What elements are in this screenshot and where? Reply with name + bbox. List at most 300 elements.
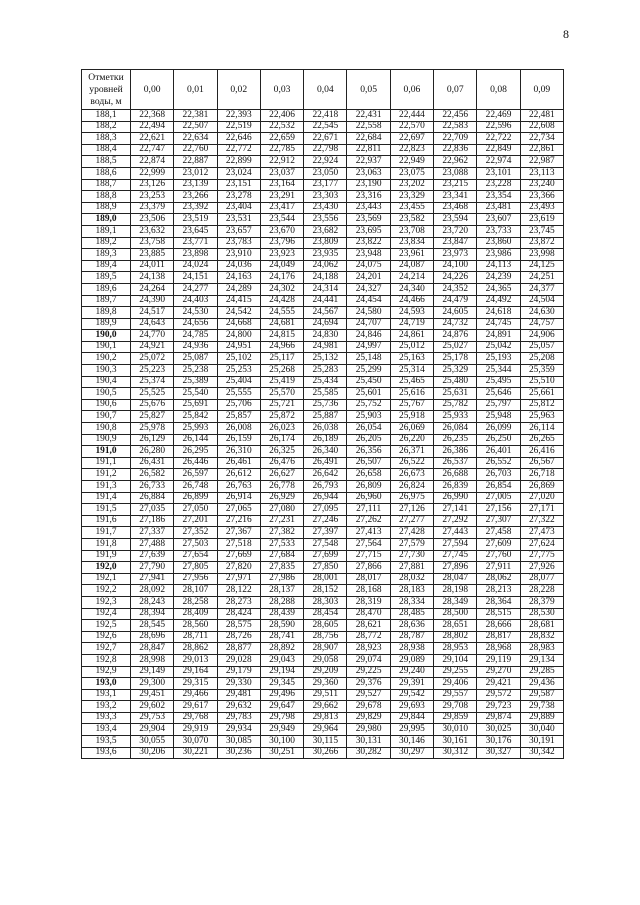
table-cell: 23,012 <box>174 167 217 179</box>
table-cell: 28,530 <box>520 608 563 620</box>
table-cell: 29,693 <box>390 701 433 713</box>
table-cell: 28,168 <box>347 585 390 597</box>
table-cell: 27,367 <box>217 527 260 539</box>
table-cell: 26,597 <box>174 469 217 481</box>
table-cell: 22,962 <box>434 156 477 168</box>
table-cell: 28,424 <box>217 608 260 620</box>
row-level-label: 191,9 <box>82 550 131 562</box>
water-level-table <box>81 69 564 759</box>
table-cell: 28,575 <box>217 620 260 632</box>
table-cell: 25,570 <box>260 388 303 400</box>
table-cell: 24,906 <box>520 330 563 342</box>
table-cell: 29,542 <box>390 689 433 701</box>
table-cell: 29,527 <box>347 689 390 701</box>
table-cell: 27,866 <box>347 562 390 574</box>
table-cell: 28,349 <box>434 596 477 608</box>
table-cell: 23,695 <box>347 225 390 237</box>
header-water-level-line: воды, м <box>90 95 122 107</box>
table-cell: 28,303 <box>304 596 347 608</box>
table-row <box>82 585 564 597</box>
table-cell: 25,027 <box>434 341 477 353</box>
table-cell: 24,815 <box>260 330 303 342</box>
table-cell: 29,013 <box>174 654 217 666</box>
table-cell: 22,659 <box>260 133 303 145</box>
table-cell: 22,570 <box>390 121 433 133</box>
table-row <box>82 272 564 284</box>
row-level-label: 188,9 <box>82 202 131 214</box>
table-cell: 26,340 <box>304 446 347 458</box>
table-cell: 23,506 <box>131 214 174 226</box>
table-cell: 24,876 <box>434 330 477 342</box>
table-cell: 27,458 <box>477 527 520 539</box>
row-level-label: 190,4 <box>82 376 131 388</box>
table-cell: 25,797 <box>477 399 520 411</box>
table-cell: 26,491 <box>304 457 347 469</box>
table-cell: 29,164 <box>174 666 217 678</box>
table-header-row <box>82 70 564 110</box>
row-level-label: 190,9 <box>82 434 131 446</box>
table-cell: 24,454 <box>347 295 390 307</box>
table-cell: 27,745 <box>434 550 477 562</box>
table-cell: 25,767 <box>390 399 433 411</box>
table-cell: 24,314 <box>304 283 347 295</box>
row-level-label: 190,0 <box>82 330 131 342</box>
table-cell: 28,319 <box>347 596 390 608</box>
table-cell: 24,403 <box>174 295 217 307</box>
table-row <box>82 678 564 690</box>
table-cell: 29,225 <box>347 666 390 678</box>
table-cell: 24,542 <box>217 307 260 319</box>
table-cell: 26,748 <box>174 481 217 493</box>
table-cell: 25,268 <box>260 365 303 377</box>
table-cell: 28,062 <box>477 573 520 585</box>
table-cell: 22,368 <box>131 110 174 122</box>
table-cell: 26,069 <box>390 423 433 435</box>
table-cell: 24,087 <box>390 260 433 272</box>
table-cell: 29,058 <box>304 654 347 666</box>
table-cell: 28,953 <box>434 643 477 655</box>
table-cell: 24,289 <box>217 283 260 295</box>
table-cell: 28,892 <box>260 643 303 655</box>
table-cell: 24,151 <box>174 272 217 284</box>
table-cell: 27,277 <box>390 515 433 527</box>
table-cell: 26,582 <box>131 469 174 481</box>
table-cell: 23,228 <box>477 179 520 191</box>
table-cell: 26,416 <box>520 446 563 458</box>
table-cell: 22,874 <box>131 156 174 168</box>
table-cell: 29,768 <box>174 712 217 724</box>
table-row <box>82 736 564 748</box>
table-cell: 23,898 <box>174 249 217 261</box>
table-cell: 25,329 <box>434 365 477 377</box>
row-level-label: 188,5 <box>82 156 131 168</box>
table-cell: 24,936 <box>174 341 217 353</box>
table-cell: 23,404 <box>217 202 260 214</box>
table-cell: 25,404 <box>217 376 260 388</box>
table-cell: 23,796 <box>260 237 303 249</box>
table-row <box>82 654 564 666</box>
table-cell: 30,327 <box>477 747 520 759</box>
table-cell: 24,605 <box>434 307 477 319</box>
table-cell: 23,088 <box>434 167 477 179</box>
table-cell: 23,670 <box>260 225 303 237</box>
table-cell: 22,887 <box>174 156 217 168</box>
table-row <box>82 341 564 353</box>
table-cell: 26,627 <box>260 469 303 481</box>
row-level-label: 189,1 <box>82 225 131 237</box>
table-cell: 29,980 <box>347 724 390 736</box>
table-cell: 29,557 <box>434 689 477 701</box>
table-cell: 28,923 <box>347 643 390 655</box>
table-cell: 24,630 <box>520 307 563 319</box>
table-cell: 28,802 <box>434 631 477 643</box>
table-cell: 26,023 <box>260 423 303 435</box>
table-cell: 22,671 <box>304 133 347 145</box>
table-cell: 23,151 <box>217 179 260 191</box>
table-cell: 27,533 <box>260 538 303 550</box>
table-cell: 23,291 <box>260 191 303 203</box>
table-cell: 22,406 <box>260 110 303 122</box>
table-cell: 25,510 <box>520 376 563 388</box>
table-cell: 27,005 <box>477 492 520 504</box>
table-cell: 29,240 <box>390 666 433 678</box>
table-cell: 27,564 <box>347 538 390 550</box>
table-cell: 26,129 <box>131 434 174 446</box>
table-cell: 23,682 <box>304 225 347 237</box>
table-row <box>82 504 564 516</box>
table-cell: 22,849 <box>477 144 520 156</box>
table-cell: 29,436 <box>520 678 563 690</box>
table-cell: 23,354 <box>477 191 520 203</box>
table-cell: 29,149 <box>131 666 174 678</box>
table-cell: 30,010 <box>434 724 477 736</box>
table-cell: 25,419 <box>260 376 303 388</box>
row-level-label: 192,5 <box>82 620 131 632</box>
table-cell: 25,465 <box>390 376 433 388</box>
table-cell: 28,394 <box>131 608 174 620</box>
table-cell: 27,971 <box>217 573 260 585</box>
table-cell: 29,451 <box>131 689 174 701</box>
column-header: 0,09 <box>520 70 563 110</box>
table-cell: 25,616 <box>390 388 433 400</box>
table-cell: 30,085 <box>217 736 260 748</box>
table-cell: 30,161 <box>434 736 477 748</box>
table-cell: 30,282 <box>347 747 390 759</box>
table-cell: 26,658 <box>347 469 390 481</box>
table-row <box>82 202 564 214</box>
table-cell: 25,434 <box>304 376 347 388</box>
row-level-label: 191,2 <box>82 469 131 481</box>
row-level-label: 189,6 <box>82 283 131 295</box>
row-level-label: 192,2 <box>82 585 131 597</box>
table-row <box>82 260 564 272</box>
table-cell: 22,899 <box>217 156 260 168</box>
table-cell: 29,617 <box>174 701 217 713</box>
table-cell: 25,933 <box>434 411 477 423</box>
table-cell: 27,805 <box>174 562 217 574</box>
table-row <box>82 712 564 724</box>
table-cell: 26,205 <box>347 434 390 446</box>
table-cell: 27,201 <box>174 515 217 527</box>
table-cell: 26,235 <box>434 434 477 446</box>
table-row <box>82 481 564 493</box>
table-cell: 27,216 <box>217 515 260 527</box>
row-level-label: 191,8 <box>82 538 131 550</box>
table-cell: 27,654 <box>174 550 217 562</box>
table-cell: 25,163 <box>390 353 433 365</box>
table-cell: 22,381 <box>174 110 217 122</box>
table-cell: 25,223 <box>131 365 174 377</box>
table-cell: 26,975 <box>390 492 433 504</box>
table-cell: 29,421 <box>477 678 520 690</box>
table-cell: 26,295 <box>174 446 217 458</box>
row-level-label: 192,9 <box>82 666 131 678</box>
table-cell: 23,657 <box>217 225 260 237</box>
table-row <box>82 446 564 458</box>
table-cell: 25,827 <box>131 411 174 423</box>
table-cell: 23,126 <box>131 179 174 191</box>
table-cell: 25,948 <box>477 411 520 423</box>
table-cell: 28,470 <box>347 608 390 620</box>
table-cell: 29,964 <box>304 724 347 736</box>
table-cell: 23,430 <box>304 202 347 214</box>
table-cell: 23,885 <box>131 249 174 261</box>
table-row <box>82 689 564 701</box>
table-row <box>82 179 564 191</box>
table-cell: 25,389 <box>174 376 217 388</box>
table-cell: 23,190 <box>347 179 390 191</box>
table-cell: 24,997 <box>347 341 390 353</box>
row-level-label: 188,8 <box>82 191 131 203</box>
table-cell: 27,397 <box>304 527 347 539</box>
table-cell: 25,736 <box>304 399 347 411</box>
table-cell: 22,558 <box>347 121 390 133</box>
table-cell: 23,986 <box>477 249 520 261</box>
table-cell: 24,428 <box>260 295 303 307</box>
table-cell: 25,585 <box>304 388 347 400</box>
table-cell: 24,846 <box>347 330 390 342</box>
table-cell: 23,266 <box>174 191 217 203</box>
table-cell: 27,775 <box>520 550 563 562</box>
table-cell: 28,001 <box>304 573 347 585</box>
table-cell: 24,492 <box>477 295 520 307</box>
table-cell: 28,636 <box>390 620 433 632</box>
table-cell: 23,417 <box>260 202 303 214</box>
table-cell: 28,077 <box>520 573 563 585</box>
table-cell: 25,495 <box>477 376 520 388</box>
table-cell: 24,327 <box>347 283 390 295</box>
table-cell: 28,817 <box>477 631 520 643</box>
table-cell: 29,194 <box>260 666 303 678</box>
table-cell: 27,473 <box>520 527 563 539</box>
table-cell: 25,555 <box>217 388 260 400</box>
table-cell: 23,341 <box>434 191 477 203</box>
row-level-label: 190,6 <box>82 399 131 411</box>
table-cell: 23,366 <box>520 191 563 203</box>
table-cell: 26,990 <box>434 492 477 504</box>
table-cell: 26,552 <box>477 457 520 469</box>
table-cell: 24,861 <box>390 330 433 342</box>
table-cell: 23,050 <box>304 167 347 179</box>
table-cell: 29,587 <box>520 689 563 701</box>
table-cell: 26,944 <box>304 492 347 504</box>
table-cell: 29,330 <box>217 678 260 690</box>
table-cell: 24,163 <box>217 272 260 284</box>
row-level-label: 188,4 <box>82 144 131 156</box>
page-number: 8 <box>563 27 569 41</box>
table-cell: 28,515 <box>477 608 520 620</box>
table-cell: 30,251 <box>260 747 303 759</box>
table-cell: 25,691 <box>174 399 217 411</box>
table-cell: 29,662 <box>304 701 347 713</box>
table-cell: 27,503 <box>174 538 217 550</box>
table-cell: 26,008 <box>217 423 260 435</box>
table-cell: 26,431 <box>131 457 174 469</box>
table-cell: 24,668 <box>217 318 260 330</box>
row-level-label: 189,2 <box>82 237 131 249</box>
table-cell: 24,966 <box>260 341 303 353</box>
table-cell: 25,601 <box>347 388 390 400</box>
table-cell: 29,874 <box>477 712 520 724</box>
table-cell: 23,101 <box>477 167 520 179</box>
table-cell: 29,572 <box>477 689 520 701</box>
table-cell: 22,519 <box>217 121 260 133</box>
table-cell: 26,189 <box>304 434 347 446</box>
table-cell: 28,198 <box>434 585 477 597</box>
table-row <box>82 110 564 122</box>
table-cell: 29,995 <box>390 724 433 736</box>
row-level-label: 193,6 <box>82 747 131 759</box>
table-cell: 30,146 <box>390 736 433 748</box>
table-cell: 30,221 <box>174 747 217 759</box>
table-cell: 28,258 <box>174 596 217 608</box>
table-cell: 30,312 <box>434 747 477 759</box>
table-cell: 27,715 <box>347 550 390 562</box>
table-cell: 26,356 <box>347 446 390 458</box>
table-cell: 23,253 <box>131 191 174 203</box>
table-cell: 27,609 <box>477 538 520 550</box>
table-cell: 28,183 <box>390 585 433 597</box>
table-cell: 27,322 <box>520 515 563 527</box>
table-cell: 26,507 <box>347 457 390 469</box>
table-cell: 24,517 <box>131 307 174 319</box>
table-cell: 26,280 <box>131 446 174 458</box>
table-cell: 28,772 <box>347 631 390 643</box>
table-row <box>82 365 564 377</box>
table-row <box>82 701 564 713</box>
row-level-label: 188,1 <box>82 110 131 122</box>
table-cell: 30,025 <box>477 724 520 736</box>
table-cell: 25,238 <box>174 365 217 377</box>
table-cell: 26,673 <box>390 469 433 481</box>
table-cell: 27,171 <box>520 504 563 516</box>
table-cell: 26,839 <box>434 481 477 493</box>
table-cell: 25,872 <box>260 411 303 423</box>
table-cell: 25,631 <box>434 388 477 400</box>
row-level-label: 191,6 <box>82 515 131 527</box>
table-cell: 29,632 <box>217 701 260 713</box>
table-cell: 29,406 <box>434 678 477 690</box>
row-level-label: 191,5 <box>82 504 131 516</box>
table-cell: 27,141 <box>434 504 477 516</box>
table-cell: 22,734 <box>520 133 563 145</box>
table-cell: 29,829 <box>347 712 390 724</box>
table-cell: 29,285 <box>520 666 563 678</box>
table-row <box>82 353 564 365</box>
table-cell: 27,428 <box>390 527 433 539</box>
table-row <box>82 156 564 168</box>
table-cell: 24,138 <box>131 272 174 284</box>
table-cell: 25,012 <box>390 341 433 353</box>
table-row <box>82 423 564 435</box>
table-cell: 25,661 <box>520 388 563 400</box>
table-cell: 28,152 <box>304 585 347 597</box>
table-cell: 27,820 <box>217 562 260 574</box>
table-cell: 23,569 <box>347 214 390 226</box>
table-cell: 24,951 <box>217 341 260 353</box>
table-cell: 27,579 <box>390 538 433 550</box>
table-row <box>82 133 564 145</box>
table-cell: 29,466 <box>174 689 217 701</box>
row-level-label: 191,3 <box>82 481 131 493</box>
table-cell: 29,678 <box>347 701 390 713</box>
table-cell: 24,100 <box>434 260 477 272</box>
table-cell: 29,104 <box>434 654 477 666</box>
table-cell: 23,645 <box>174 225 217 237</box>
table-cell: 22,684 <box>347 133 390 145</box>
table-cell: 24,479 <box>434 295 477 307</box>
table-cell: 23,215 <box>434 179 477 191</box>
table-cell: 27,337 <box>131 527 174 539</box>
table-cell: 29,708 <box>434 701 477 713</box>
table-cell: 29,647 <box>260 701 303 713</box>
table-cell: 23,834 <box>390 237 433 249</box>
table-cell: 27,926 <box>520 562 563 574</box>
header-water-level-line: уровней <box>89 83 123 95</box>
table-cell: 28,334 <box>390 596 433 608</box>
table-row <box>82 527 564 539</box>
table-cell: 25,646 <box>477 388 520 400</box>
table-cell: 29,511 <box>304 689 347 701</box>
table-row <box>82 608 564 620</box>
table-cell: 26,250 <box>477 434 520 446</box>
table-cell: 30,176 <box>477 736 520 748</box>
table-cell: 26,461 <box>217 457 260 469</box>
table-cell: 28,032 <box>390 573 433 585</box>
table-cell: 27,594 <box>434 538 477 550</box>
table-row <box>82 330 564 342</box>
table-cell: 27,020 <box>520 492 563 504</box>
table-cell: 30,115 <box>304 736 347 748</box>
table-cell: 28,998 <box>131 654 174 666</box>
table-cell: 28,877 <box>217 643 260 655</box>
table-cell: 28,621 <box>347 620 390 632</box>
column-header: 0,05 <box>347 70 390 110</box>
table-cell: 27,911 <box>477 562 520 574</box>
table-cell: 24,921 <box>131 341 174 353</box>
row-level-label: 192,4 <box>82 608 131 620</box>
row-level-label: 192,7 <box>82 643 131 655</box>
table-cell: 23,303 <box>304 191 347 203</box>
table-cell: 25,117 <box>260 353 303 365</box>
table-cell: 22,456 <box>434 110 477 122</box>
table-cell: 26,703 <box>477 469 520 481</box>
table-cell: 25,540 <box>174 388 217 400</box>
table-cell: 28,590 <box>260 620 303 632</box>
table-cell: 29,255 <box>434 666 477 678</box>
table-cell: 23,910 <box>217 249 260 261</box>
table-cell: 24,214 <box>390 272 433 284</box>
